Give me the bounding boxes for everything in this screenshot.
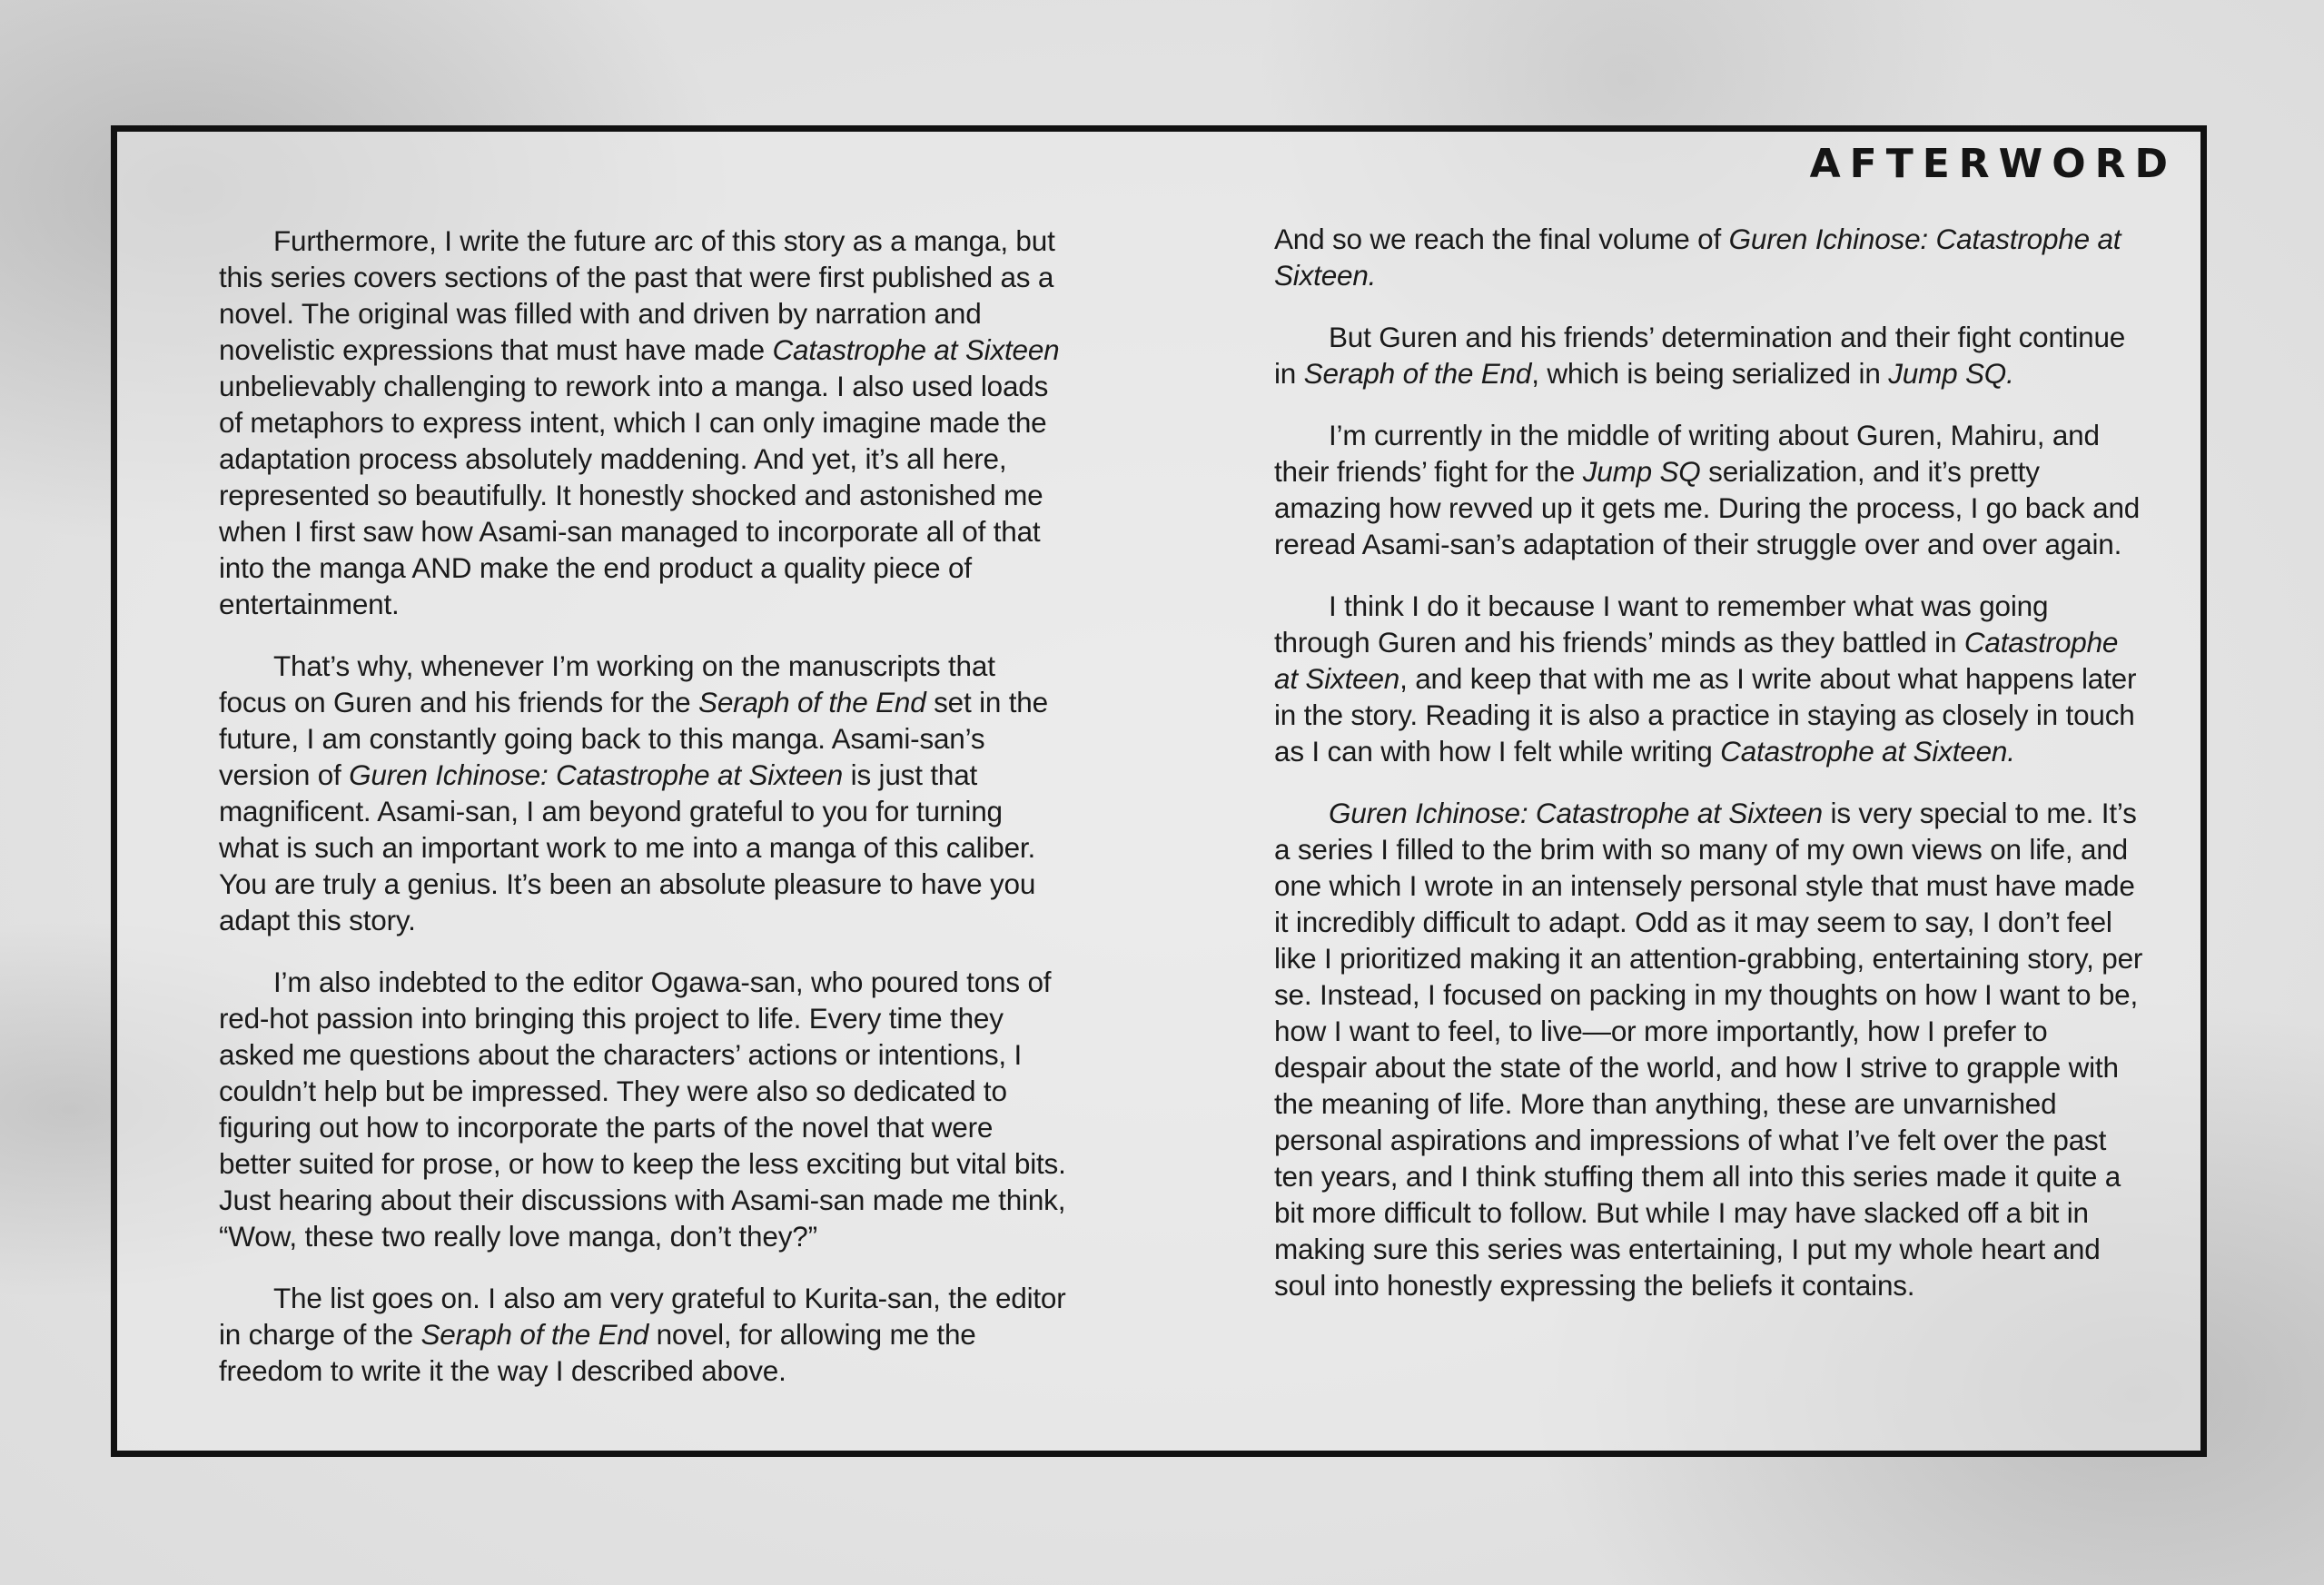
paragraph (1274, 417, 2146, 562)
paragraph-text: Furthermore, I write the future arc of this story as a manga, but this series covers sections of the past that were first published as a novel. The original was filled with and driven by narration and novelistic expressions that must have made (219, 224, 1055, 366)
paragraph-text: is very special to me. It’s a series I filled to the brim with so many of my own views on life, and one which I wrote in an intensely personal style that must have made it incredibly difficult to adapt. Odd as it may seem to say, I don’t feel like I prioritized making it an attention-grabbing, entertaining story, per se. Instead, I focused on packing in my thoughts on how I want to be, how I want to feel, to live—or more importantly, how I prefer to despair about the state of the world, and how I strive to grapple with the meaning of life. More than anything, these are unvarnished personal aspirations and impressions of what I’ve felt over the past ten years, and I think stuffing them all into this series made it quite a bit more difficult to follow. But while I may have slacked off a bit in making sure this series was entertaining, I put my whole heart and soul into honestly expressing the beliefs it contains. (1274, 797, 2143, 1302)
italic-title-text: Jump SQ. (1888, 357, 2014, 390)
italic-title-text: Guren Ichinose: Catastrophe at Sixteen (349, 758, 844, 791)
paragraph (219, 964, 1068, 1254)
paragraph-text: set in the future, I am constantly going back to this manga. Asami-san’s version of (219, 686, 1048, 791)
paragraph-text: unbelievably challenging to rework into a manga. I also used loads of metaphors to express intent, which I can only imagine made the adaptation process absolutely maddening. And yet, it’s all here, represented so beautifully. It honestly shocked and astonished me when I first saw how Asami-san managed to incorporate all of that into the manga AND make the end product a quality piece of entertainment. (219, 370, 1049, 620)
paragraph-text: is just that magnificent. Asami-san, I am beyond grateful to you for turning what is such an important work to me into a manga of this caliber. You are truly a genius. It’s been an absolute pleasure to have you adapt this story. (219, 758, 1036, 936)
left-column (219, 223, 1068, 1414)
paragraph-text: I’m currently in the middle of writing about Guren, Mahiru, and their friends’ fight for the (1274, 419, 2100, 488)
paragraph (219, 648, 1068, 938)
paragraph (219, 1280, 1068, 1389)
italic-title-text: Guren Ichinose: Catastrophe at Sixteen (1329, 797, 1823, 829)
italic-title-text: Seraph of the End (1303, 357, 1532, 390)
paragraph-text: And so we reach the final volume of (1274, 223, 1729, 255)
paragraph (1274, 795, 2146, 1303)
paragraph-text: But Guren and his friends’ determination and their fight continue in (1274, 321, 2126, 390)
italic-title-text: Catastrophe at Sixteen (772, 333, 1060, 366)
paragraph-text: I’m also indebted to the editor Ogawa-san, who poured tons of red-hot passion into bringing this project to life. Every time they asked me questions about the characters’ actions or intentions, I couldn’t help but be impressed. They were also so dedicated to figuring out how to incorporate the parts of the novel that were better suited for prose, or how to keep the less exciting but vital bits. Just hearing about their discussions with Asami-san made me think, “Wow, these two really love manga, don’t they?” (219, 966, 1066, 1253)
paragraph-text: serialization, and it’s pretty amazing how revved up it gets me. During the process, I go back and reread Asami-san’s adaptation of their struggle over and over again. (1274, 455, 2141, 560)
paragraph-text: , which is being serialized in (1531, 357, 1889, 390)
italic-title-text: Seraph of the End (420, 1318, 649, 1351)
italic-title-text: Jump SQ (1582, 455, 1701, 488)
paragraph-text: , and keep that with me as I write about what happens later in the story. Reading it is also a practice in staying as closely in touch as I can with how I felt while writing (1274, 662, 2137, 768)
paragraph-text: novel, for allowing me the freedom to write it the way I described above. (219, 1318, 976, 1387)
paragraph-text: That’s why, whenever I’m working on the manuscripts that focus on Guren and his friends for the (219, 649, 995, 718)
italic-title-text: Guren Ichinose: Catastrophe at Sixteen. (1274, 223, 2121, 292)
italic-title-text: Catastrophe at Sixteen. (1720, 735, 2015, 768)
paragraph (1274, 588, 2146, 769)
paragraph (1274, 319, 2146, 391)
italic-title-text: Catastrophe at Sixteen (1274, 626, 2119, 695)
italic-title-text: Seraph of the End (698, 686, 926, 718)
paragraph (1274, 221, 2146, 293)
paragraph (219, 223, 1068, 622)
page-title: AFTERWORD (1809, 141, 2177, 187)
paragraph-text: I think I do it because I want to remember what was going through Guren and his friends’ minds as they battled in (1274, 589, 2049, 659)
paragraph-text: The list goes on. I also am very grateful to Kurita-san, the editor in charge of the (219, 1282, 1066, 1351)
right-column (1274, 221, 2146, 1329)
afterword-frame (111, 125, 2207, 1457)
